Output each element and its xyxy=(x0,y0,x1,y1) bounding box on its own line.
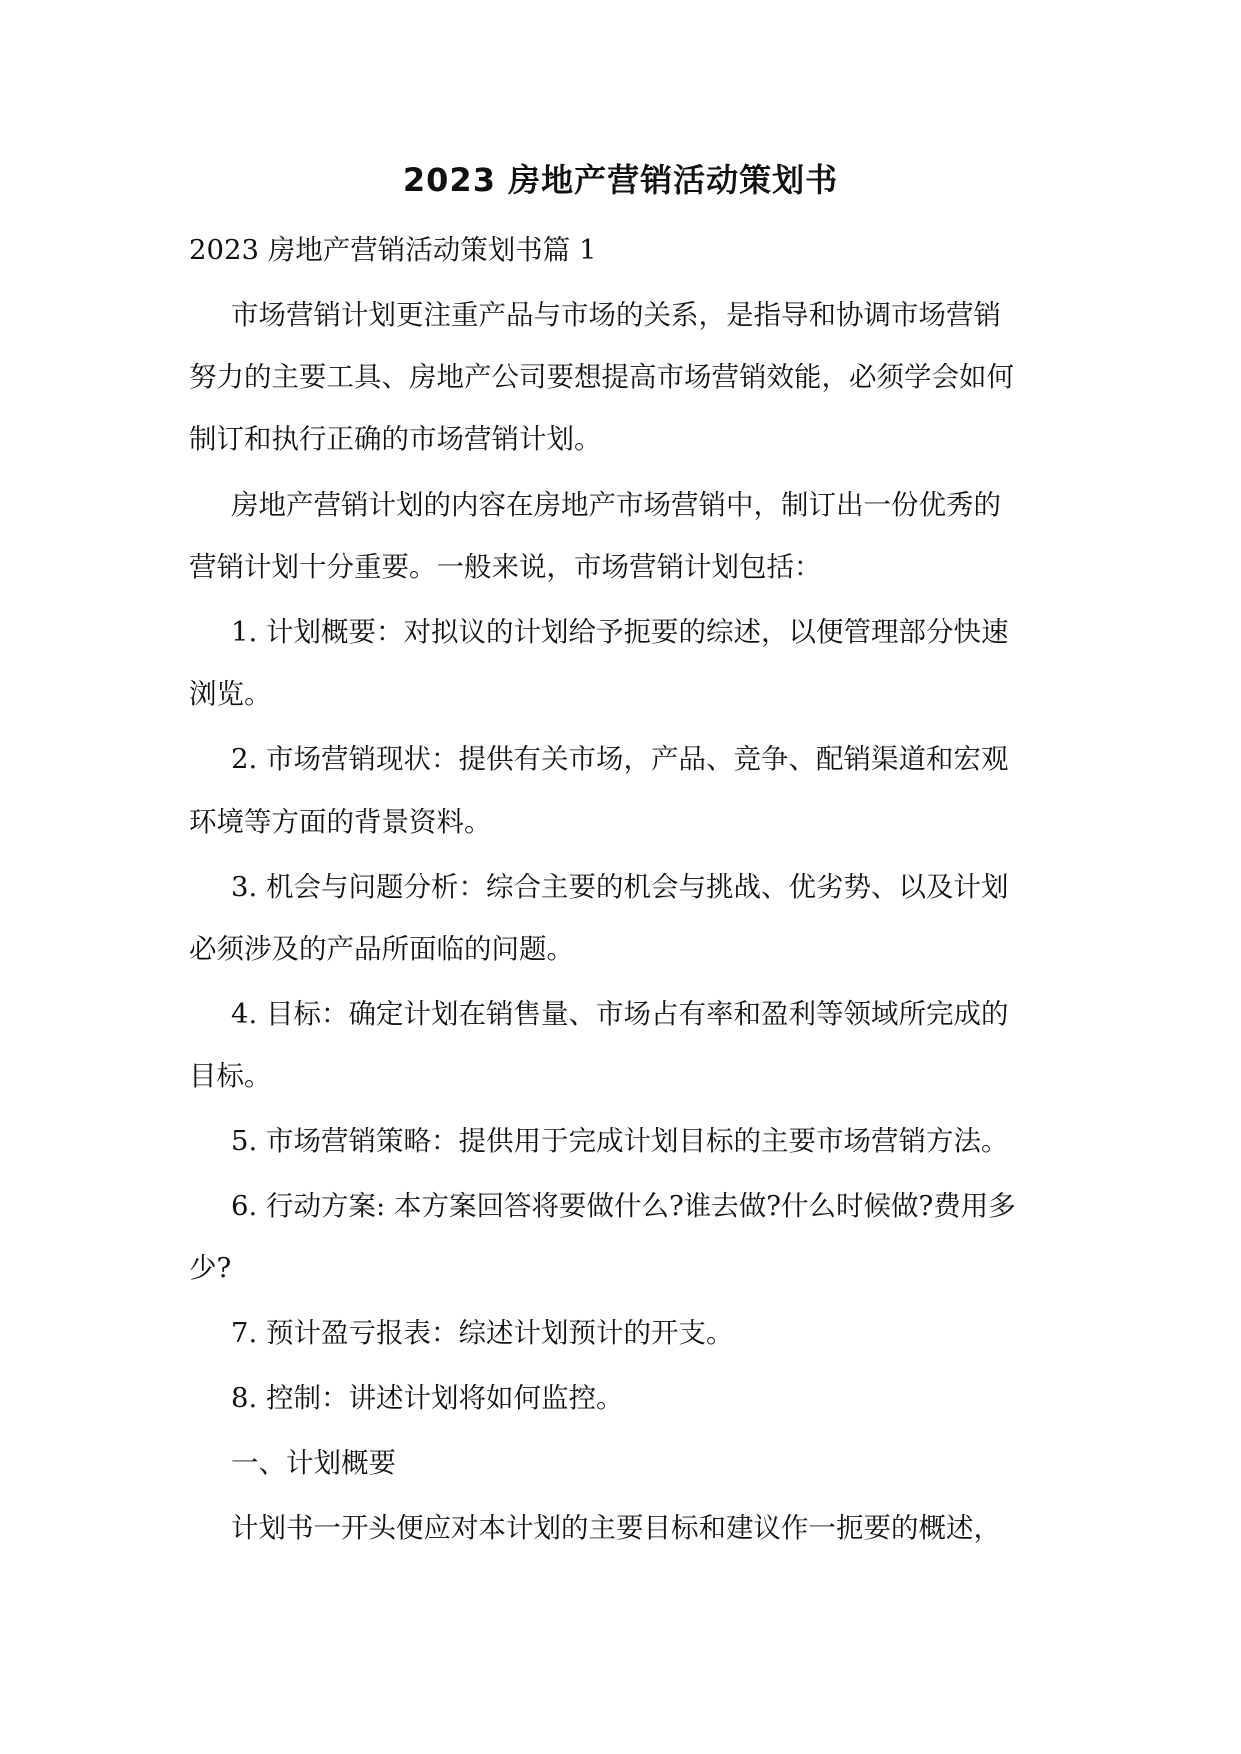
paragraph-line: 计划书一开头便应对本计划的主要目标和建议作一扼要的概述， xyxy=(231,1512,1001,1544)
document-title: 2023 房地产营销活动策划书 xyxy=(402,161,839,199)
section-heading-overview: 一、计划概要 xyxy=(231,1447,396,1479)
list-item-2-continued: 环境等方面的背景资料。 xyxy=(189,806,492,838)
list-item-6: 6. 行动方案: 本方案回答将要做什么?谁去做?什么时候做?费用多 xyxy=(231,1190,1016,1222)
list-item-6-continued: 少? xyxy=(189,1252,232,1284)
list-item-4: 4. 目标：确定计划在销售量、市场占有率和盈利等领域所完成的 xyxy=(231,998,1009,1030)
list-item-7: 7. 预计盈亏报表：综述计划预计的开支。 xyxy=(231,1317,734,1349)
paragraph-line: 市场营销计划更注重产品与市场的关系，是指导和协调市场营销 xyxy=(231,299,1001,331)
list-item-4-continued: 目标。 xyxy=(189,1060,272,1092)
list-item-2: 2. 市场营销现状：提供有关市场，产品、竞争、配销渠道和宏观 xyxy=(231,743,1009,775)
paragraph-line: 制订和执行正确的市场营销计划。 xyxy=(189,423,602,455)
list-item-3: 3. 机会与问题分析：综合主要的机会与挑战、优劣势、以及计划 xyxy=(231,871,1009,903)
paragraph-line: 努力的主要工具、房地产公司要想提高市场营销效能，必须学会如何 xyxy=(189,361,1014,393)
section-heading-part-1: 2023 房地产营销活动策划书篇 1 xyxy=(189,234,597,266)
list-item-5: 5. 市场营销策略：提供用于完成计划目标的主要市场营销方法。 xyxy=(231,1125,1009,1157)
list-item-1-continued: 浏览。 xyxy=(189,678,272,710)
list-item-8: 8. 控制：讲述计划将如何监控。 xyxy=(231,1382,624,1414)
list-item-3-continued: 必须涉及的产品所面临的问题。 xyxy=(189,933,574,965)
list-item-1: 1. 计划概要：对拟议的计划给予扼要的综述，以便管理部分快速 xyxy=(231,616,1009,648)
paragraph-line: 营销计划十分重要。一般来说，市场营销计划包括： xyxy=(189,551,822,583)
paragraph-line: 房地产营销计划的内容在房地产市场营销中，制订出一份优秀的 xyxy=(231,489,1001,521)
